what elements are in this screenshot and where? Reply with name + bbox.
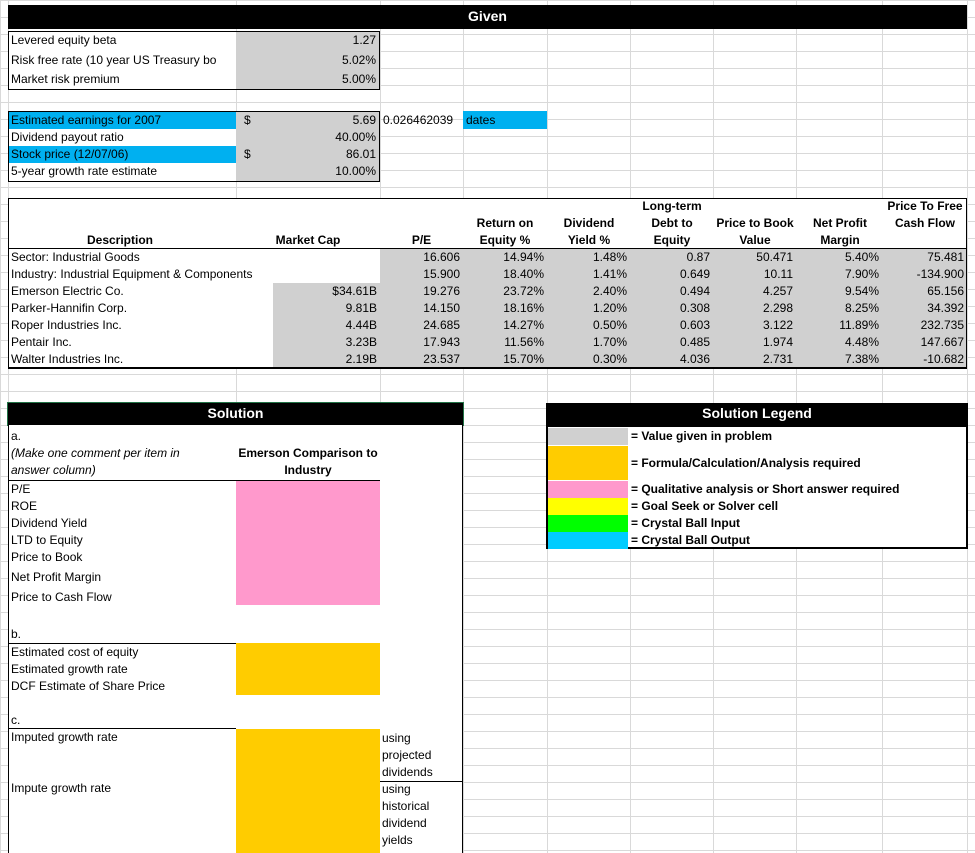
header-npm: Net Profit Margin: [813, 216, 867, 247]
table-cell-pb[interactable]: 4.257: [762, 284, 793, 298]
header-ltd: Long-term Debt to Equity: [642, 199, 702, 247]
table-row-market-cap[interactable]: 2.19B: [345, 352, 377, 366]
part-a-note: (Make one comment per item in answer column): [11, 446, 180, 477]
table-cell-pe[interactable]: 16.606: [423, 250, 460, 264]
mrp-label: Market risk premium: [11, 72, 120, 86]
table-row-description: Parker-Hannifin Corp.: [11, 301, 128, 315]
table-cell-pb[interactable]: 1.974: [762, 335, 793, 349]
part-b-item: DCF Estimate of Share Price: [11, 679, 166, 693]
payout-label: Dividend payout ratio: [11, 130, 124, 144]
table-row-market-cap[interactable]: 3.23B: [345, 335, 377, 349]
table-cell-ltd[interactable]: 4.036: [679, 352, 710, 366]
part-c-answer-area[interactable]: [236, 729, 380, 853]
part-a-item: Dividend Yield: [11, 516, 88, 530]
legend-text: = Qualitative analysis or Short answer required: [631, 482, 900, 496]
table-cell-pb[interactable]: 2.298: [762, 301, 793, 315]
table-cell-pe[interactable]: 24.685: [423, 318, 460, 332]
table-cell-npm[interactable]: 11.89%: [839, 318, 879, 332]
legend-swatch: [548, 532, 628, 549]
imputed-growth-note: using projected dividends: [382, 731, 433, 779]
legend-text: = Formula/Calculation/Analysis required: [631, 455, 861, 470]
table-cell-ltd[interactable]: 0.308: [679, 301, 710, 315]
table-cell-pb[interactable]: 2.731: [762, 352, 793, 366]
imputed-growth-label: Imputed growth rate: [11, 730, 118, 744]
table-cell-ltd[interactable]: 0.603: [679, 318, 710, 332]
part-a-answer-area[interactable]: [236, 481, 380, 605]
legend-text: = Crystal Ball Output: [631, 533, 751, 547]
table-cell-pfcf[interactable]: 232.735: [920, 318, 964, 332]
legend-swatch: [548, 515, 628, 532]
eps-currency: $: [244, 113, 251, 127]
legend-text: = Goal Seek or Solver cell: [631, 499, 779, 513]
header-market-cap: Market Cap: [275, 233, 341, 247]
table-cell-pfcf[interactable]: 34.392: [927, 301, 964, 315]
legend-swatch: [548, 481, 628, 498]
mrp-value[interactable]: 5.00%: [341, 72, 376, 86]
table-row-market-cap[interactable]: $34.61B: [332, 284, 377, 298]
legend-swatch: [548, 498, 628, 515]
impute-growth-label: Impute growth rate: [11, 781, 112, 795]
table-cell-roe[interactable]: 11.56%: [504, 335, 544, 349]
table-cell-div[interactable]: 0.50%: [592, 318, 627, 332]
price-currency: $: [244, 147, 251, 161]
impute-growth-note: using historical dividend yields: [382, 782, 430, 847]
table-cell-div[interactable]: 1.41%: [592, 267, 627, 281]
table-row-description: Roper Industries Inc.: [11, 318, 122, 332]
table-cell-pb[interactable]: 10.11: [763, 267, 793, 281]
part-a-item: P/E: [11, 482, 31, 496]
table-cell-roe[interactable]: 15.70%: [503, 352, 544, 366]
table-cell-npm[interactable]: 7.38%: [844, 352, 879, 366]
table-cell-ltd[interactable]: 0.494: [679, 284, 710, 298]
part-a-item: Price to Cash Flow: [11, 590, 112, 604]
table-row-market-cap[interactable]: 9.81B: [345, 301, 377, 315]
comparison-header: Emerson Comparison to Industry: [238, 446, 378, 477]
header-pe: P/E: [411, 233, 432, 247]
table-cell-div[interactable]: 1.20%: [592, 301, 627, 315]
table-cell-pe[interactable]: 19.276: [423, 284, 460, 298]
table-cell-npm[interactable]: 7.90%: [844, 267, 879, 281]
legend-text: = Value given in problem: [631, 429, 773, 443]
table-cell-roe[interactable]: 23.72%: [503, 284, 544, 298]
table-cell-pfcf[interactable]: -134.900: [916, 267, 964, 281]
legend-title: Solution Legend: [702, 405, 812, 421]
table-cell-pb[interactable]: 50.471: [756, 250, 793, 264]
part-a-item: LTD to Equity: [11, 533, 83, 547]
table-cell-pfcf[interactable]: 75.481: [927, 250, 964, 264]
table-cell-ltd[interactable]: 0.485: [679, 335, 710, 349]
growth-value[interactable]: 10.00%: [335, 164, 376, 178]
table-cell-pfcf[interactable]: 65.156: [927, 284, 964, 298]
table-cell-pfcf[interactable]: -10.682: [923, 352, 964, 366]
table-row-divider: [8, 368, 967, 369]
price-label: Stock price (12/07/06): [11, 147, 129, 161]
table-row-market-cap[interactable]: 4.44B: [345, 318, 377, 332]
dates-label[interactable]: dates: [466, 113, 496, 127]
risk-free-value[interactable]: 5.02%: [341, 53, 376, 67]
beta-value[interactable]: 1.27: [352, 33, 376, 47]
eps-label: Estimated earnings for 2007: [11, 113, 162, 127]
part-b-item: Estimated growth rate: [11, 662, 128, 676]
part-a-item: Net Profit Margin: [11, 570, 102, 584]
eps-extra[interactable]: 0.026462039: [383, 113, 454, 127]
legend-swatch: [548, 428, 628, 445]
table-cell-pe[interactable]: 14.150: [423, 301, 460, 315]
table-cell-div[interactable]: 0.30%: [592, 352, 627, 366]
given-title: Given: [468, 8, 507, 24]
header-div-yield: Dividend Yield %: [563, 216, 615, 247]
payout-value[interactable]: 40.00%: [335, 130, 376, 144]
table-row-description: Pentair Inc.: [11, 335, 72, 349]
risk-free-label: Risk free rate (10 year US Treasury bo: [11, 53, 217, 67]
table-cell-ltd[interactable]: 0.87: [686, 250, 710, 264]
table-cell-div[interactable]: 1.70%: [592, 335, 627, 349]
beta-label: Levered equity beta: [11, 33, 117, 47]
part-b-answer-area[interactable]: [236, 643, 380, 695]
part-b-item: Estimated cost of equity: [11, 645, 139, 659]
table-cell-pe[interactable]: 15.900: [423, 267, 460, 281]
table-row-description: Emerson Electric Co.: [11, 284, 124, 298]
table-cell-roe[interactable]: 18.40%: [503, 267, 544, 281]
table-cell-ltd[interactable]: 0.649: [679, 267, 710, 281]
part-a-item: Price to Book: [11, 550, 83, 564]
part-a-label: a.: [11, 429, 22, 443]
legend-swatch: [548, 446, 628, 480]
table-cell-roe[interactable]: 14.94%: [503, 250, 544, 264]
header-description: Description: [86, 233, 153, 247]
table-row-description: Industry: Industrial Equipment & Components: [11, 267, 253, 281]
table-cell-npm[interactable]: 5.40%: [844, 250, 879, 264]
table-cell-div[interactable]: 2.40%: [592, 284, 627, 298]
table-cell-pe[interactable]: 17.943: [423, 335, 460, 349]
part-a-item: ROE: [11, 499, 38, 513]
solution-title: Solution: [207, 405, 264, 421]
table-row-description: Walter Industries Inc.: [11, 352, 124, 366]
part-c-label: c.: [11, 713, 21, 727]
price-value[interactable]: 86.01: [345, 147, 376, 161]
table-cell-div[interactable]: 1.48%: [592, 250, 627, 264]
legend-text: = Crystal Ball Input: [631, 516, 741, 530]
table-cell-roe[interactable]: 18.16%: [503, 301, 544, 315]
table-row-description: Sector: Industrial Goods: [11, 250, 140, 264]
table-cell-pe[interactable]: 23.537: [423, 352, 460, 366]
table-cell-npm[interactable]: 8.25%: [844, 301, 879, 315]
table-cell-npm[interactable]: 4.48%: [844, 335, 879, 349]
growth-label: 5-year growth rate estimate: [11, 164, 158, 178]
table-cell-roe[interactable]: 14.27%: [503, 318, 544, 332]
header-pb: Price to Book Value: [716, 216, 794, 247]
part-b-label: b.: [11, 627, 22, 641]
eps-value[interactable]: 5.69: [352, 113, 376, 127]
header-roe: Return on Equity %: [476, 216, 534, 247]
table-cell-pfcf[interactable]: 147.667: [920, 335, 964, 349]
header-pfcf: Price To Free Cash Flow: [887, 199, 963, 230]
table-cell-pb[interactable]: 3.122: [762, 318, 793, 332]
table-cell-npm[interactable]: 9.54%: [844, 284, 879, 298]
